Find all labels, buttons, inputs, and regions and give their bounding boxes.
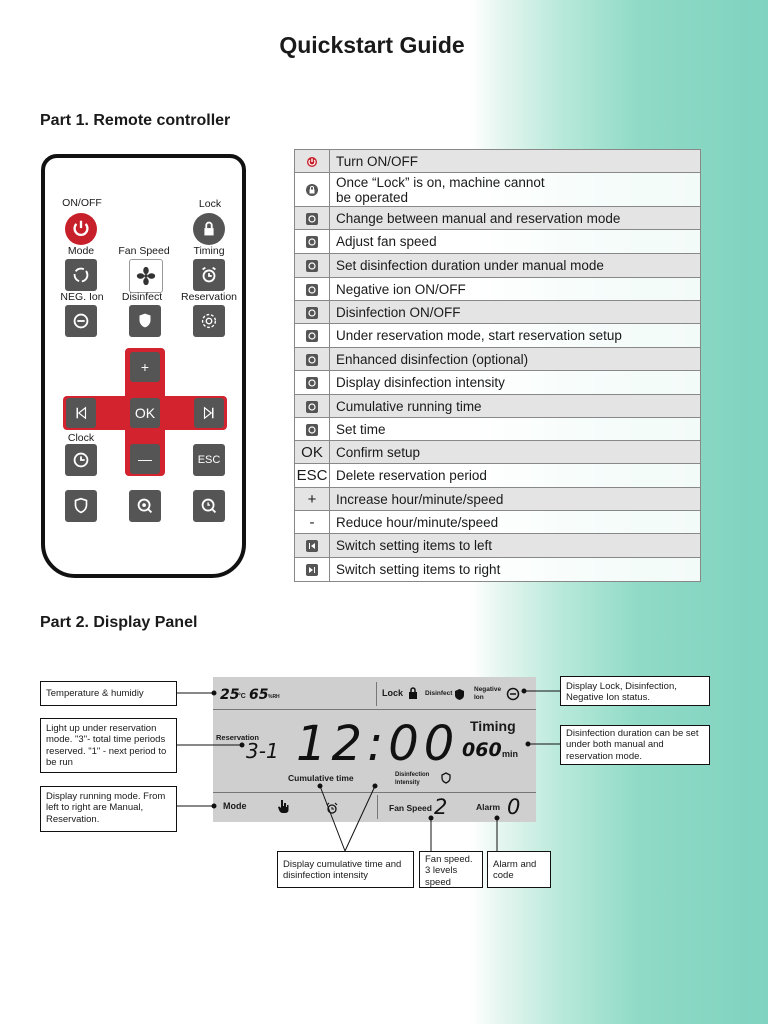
label-fan-speed: Fan Speed [118, 245, 170, 257]
legend-description: Once “Lock” is on, machine cannot be operated [330, 173, 701, 207]
label-on-off: ON/OFF [62, 197, 102, 209]
legend-description: Turn ON/OFF [330, 150, 701, 173]
callout-duration: Disinfection duration can be set under both manual and reservation mode. [560, 725, 710, 765]
legend-description: Reduce hour/minute/speed [330, 511, 701, 534]
legend-key: OK [295, 441, 330, 464]
legend-description: Set time [330, 418, 701, 441]
label-lock: Lock [198, 198, 222, 210]
label-mode: Mode [67, 245, 95, 257]
legend-key: ESC [295, 464, 330, 488]
reservation-indicator-label: Reservation [216, 733, 259, 742]
legend-description: Display disinfection intensity [330, 371, 701, 395]
humidity-unit: %RH [268, 694, 280, 700]
ok-button[interactable]: OK [130, 398, 160, 428]
cumulative-time-label: Cumulative time [288, 773, 354, 783]
disinfection-intensity-label: Disinfection Intensity [395, 772, 430, 786]
clock-display: 12:00 [296, 716, 460, 772]
page-title: Quickstart Guide [279, 32, 465, 58]
fan-speed-indicator-value: 2 [434, 795, 448, 819]
label-timing: Timing [193, 245, 225, 257]
legend-description: Delete reservation period [330, 464, 701, 488]
callout-alarm: Alarm and code [487, 851, 551, 888]
label-reservation: Reservation [180, 291, 238, 303]
legend-key: - [295, 511, 330, 534]
mode-indicator-label: Mode [223, 801, 247, 811]
legend-description: Change between manual and reservation mode [330, 207, 701, 230]
timing-unit: min [502, 749, 519, 759]
timing-label: Timing [470, 718, 516, 734]
alarm-indicator-label: Alarm [476, 802, 501, 812]
legend-description: Cumulative running time [330, 395, 701, 418]
lock-indicator-label: Lock [382, 688, 404, 698]
label-clock: Clock [67, 432, 95, 444]
esc-button[interactable]: ESC [193, 444, 225, 476]
legend-description: Set disinfection duration under manual mode [330, 254, 701, 278]
legend-description: Adjust fan speed [330, 230, 701, 254]
legend-description: Confirm setup [330, 441, 701, 464]
legend-description: Negative ion ON/OFF [330, 278, 701, 301]
legend-description: Enhanced disinfection (optional) [330, 348, 701, 371]
timing-value: 060 [462, 739, 502, 761]
callout-fan-speed: Fan speed. 3 levels speed [419, 851, 483, 888]
humidity-value: 65 [249, 687, 269, 703]
negative-ion-indicator-label: Negative Ion [474, 686, 502, 701]
callout-cumulative: Display cumulative time and disinfection intensity [277, 851, 414, 888]
label-disinfect: Disinfect [121, 291, 163, 303]
callout-running-mode: Display running mode. From left to right are Manual, Reservation. [40, 786, 177, 832]
callout-temperature: Temperature & humidiy [40, 681, 177, 706]
temperature-unit: °C [238, 693, 246, 700]
temperature-value: 25 [220, 687, 240, 703]
plus-button[interactable]: + [130, 352, 160, 382]
fan-speed-indicator-label: Fan Speed [389, 803, 432, 813]
part2-title: Part 2. Display Panel [40, 614, 198, 631]
legend-description: Switch setting items to left [330, 534, 701, 558]
legend-description: Increase hour/minute/speed [330, 488, 701, 511]
legend-description: Under reservation mode, start reservation setup [330, 324, 701, 348]
part1-title: Part 1. Remote controller [40, 112, 231, 129]
minus-button[interactable]: — [130, 444, 160, 474]
label-neg-ion: NEG. Ion [60, 291, 104, 303]
alarm-indicator-value: 0 [507, 795, 521, 819]
callout-status: Display Lock, Disinfection, Negative Ion status. [560, 676, 710, 706]
legend-description: Switch setting items to right [330, 558, 701, 582]
reservation-indicator-value: 3-1 [246, 739, 279, 763]
legend-key: + [295, 488, 330, 511]
disinfect-indicator-label: Disinfect [425, 690, 453, 697]
legend-description: Disinfection ON/OFF [330, 301, 701, 324]
callout-reservation: Light up under reservation mode. "3"- total time periods reserved. "1" - next period to be run [40, 718, 177, 773]
